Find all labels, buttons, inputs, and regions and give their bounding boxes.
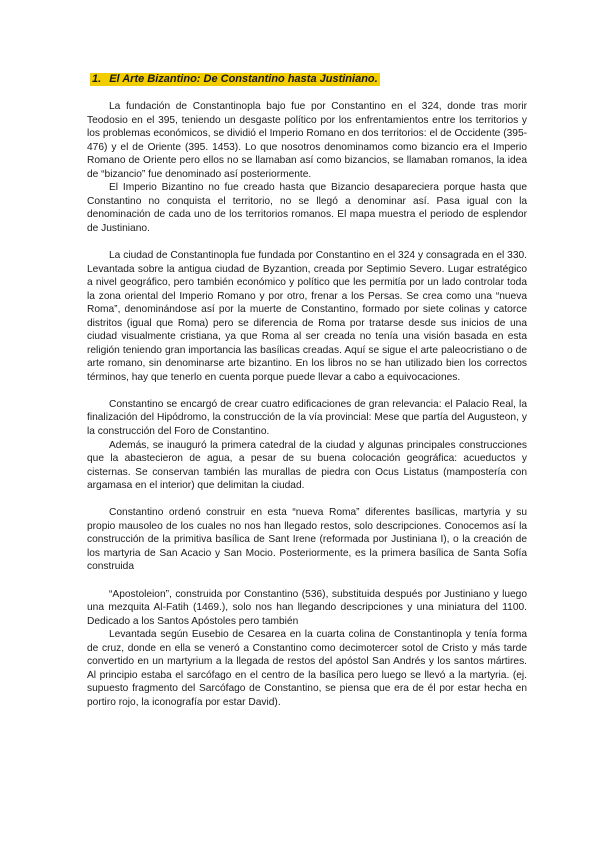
paragraph-buildings: Constantino se encargó de crear cuatro edificaciones de gran relevancia: el Palacio Real, la finalización del Hipódromo, la construcción de la vía provincial: Mese que partía del Augusteon, y la construcción del Foro de Constantino. — [87, 398, 527, 438]
heading-title: El Arte Bizantino: De Constantino hasta Justiniano. — [109, 73, 378, 85]
paragraph-founding: La fundación de Constantinopla bajo fue por Constantino en el 324, donde tras morir Teodosio en el 395, teniendo un desgaste político por los enfrentamientos entre los territorios y los problemas económicos, se dividió el Imperio Romano en dos territorios: el de Occidente (395-476) y el de Oriente (395. 1453). Lo que nosotros denominamos como bizancio era el Imperio Romano de Oriente pero ellos no se llamaban así como bizancios, se llamaban romanos, la idea de “bizancio” fue denominado así posteriormente. — [87, 101, 527, 180]
paragraph-cathedral: Además, se inauguró la primera catedral de la ciudad y algunas principales construcciones que la abastecieron de agua, a pesar de su buena colocación geográfica: acueductos y cisternas. Se conservan también las murallas de piedra con Ocus Listatus (mampostería con argamasa en el interior) que delimitan la ciudad. — [87, 439, 527, 492]
heading-number: 1. — [92, 73, 102, 85]
paragraph-eusebio: Levantada según Eusebio de Cesarea en la cuarta colina de Constantinopla y tenía forma de cruz, donde en ella se veneró a Constantino como decimotercer sotol de Cristo y más tarde convertido en un martyrium a la llegada de restos del apóstol San Andrés y los santos mártires. Al principio estaba el sarcófago en el centro de la basílica pero luego se llevó a la martyria. (ej. supuesto fragmento del Sarcófago de Constantino, se piensa que era de él por estar hecha en portiro rojo, la iconografía por estar David). — [87, 629, 527, 708]
paragraph-apostoleion: “Apostoleion”, construida por Constantino (536), substituida después por Justiniano y luego una mezquita Al-Fatih (1469.), solo nos han llegando descripciones y una miniatura del 1100. Dedicado a los Santos Apóstoles pero también — [87, 588, 527, 627]
paragraph-empire: El Imperio Bizantino no fue creado hasta que Bizancio desapareciera porque hasta que Constantino no conquista el territorio, no se llegó a denominar así. Pasa igual con la denominación de cada uno de los territorios romanos. El mapa muestra el periodo de esplendor de Justiniano. — [87, 182, 527, 234]
body-text — [87, 100, 527, 709]
paragraph-basilicas: Constantino ordenó construir en esta “nueva Roma” diferentes basílicas, martyria y su propio mausoleo de los cuales no nos han llegado restos, solo descripciones. Conocemos así la construcción de la primitiva basílica de Sant Irene (reformada por Justiniana I), o la creación de los martyria de San Acacio y San Mocio. Posteriormente, es la primera basílica de Santa Sofía construida — [87, 507, 527, 573]
paragraph-city: La ciudad de Constantinopla fue fundada por Constantino en el 324 y consagrada en el 330. Levantada sobre la antigua ciudad de Byzantion, creada por Septimio Severo. Lugar estratégico a nivel geográfico, pero también económico y político que les permitía por un lado controlar toda la zona oriental del Imperio Romano y por otro, frenar a los Persas. Se crea como una “nueva Roma”, denominándose así por la muerte de Constantino, formado por siete colinas y catorce distritos (igual que Roma) pero se diferencia de Roma por tratarse desde sus inicios de una ciudad visualmente cristiana, ya que Roma al ser creada no tenía una visión basada en esta religión teniendo gran importancia las basílicas creadas. Aquí se sigue el arte paleocristiano o de arte romano, sin denominarse arte bizantino. En los libros no se han utilizado bien los correctos términos, hay que tenerlo en cuenta porque puede llevar a cabo a equivocaciones. — [87, 249, 527, 383]
section-heading — [90, 73, 380, 86]
